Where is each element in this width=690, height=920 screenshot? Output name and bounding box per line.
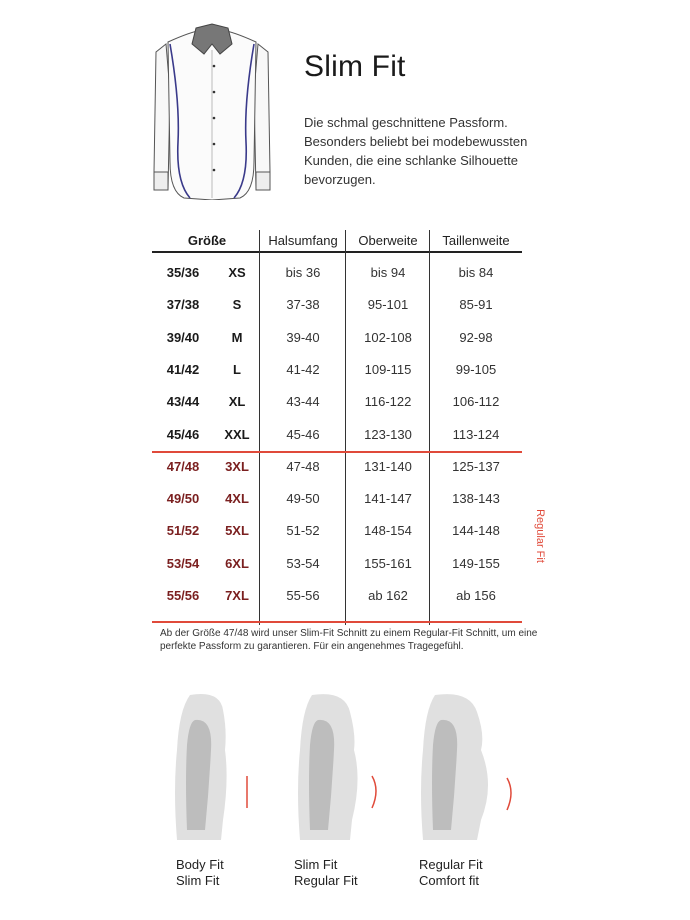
- shirt-illustration: [150, 22, 274, 200]
- cell-letter: S: [232, 297, 242, 313]
- header-waist: Taillenweite: [442, 233, 510, 248]
- cell-neck: 49-50: [286, 491, 320, 507]
- body-fit-figure: [165, 690, 275, 840]
- header-divider: [152, 251, 522, 253]
- cell-chest: 95-101: [367, 297, 409, 313]
- caption-slim-fit: [294, 857, 358, 889]
- regular-fit-figure: [415, 690, 525, 840]
- cell-waist: 106-112: [452, 394, 500, 410]
- cell-num: 39/40: [166, 329, 200, 345]
- header-chest: Oberweite: [358, 233, 418, 248]
- cell-chest: 109-115: [364, 361, 412, 377]
- cell-waist: 85-91: [459, 297, 493, 313]
- cell-waist: 149-155: [452, 555, 500, 571]
- cell-letter: 6XL: [225, 555, 249, 571]
- cell-letter: 4XL: [225, 491, 249, 507]
- cell-num: 47/48: [166, 458, 200, 474]
- regular-fit-end-line: [152, 621, 522, 623]
- cell-letter: XXL: [224, 426, 250, 442]
- cell-num: 35/36: [166, 265, 200, 280]
- cell-chest: 102-108: [364, 329, 412, 345]
- cell-waist: 125-137: [452, 458, 500, 474]
- cell-waist: 92-98: [459, 329, 493, 345]
- cell-waist: bis 84: [458, 265, 494, 280]
- header-neck: Halsumfang: [268, 233, 338, 248]
- cell-chest: bis 94: [370, 265, 406, 280]
- cell-chest: 131-140: [364, 458, 412, 474]
- cell-num: 55/56: [166, 588, 200, 603]
- cell-neck: 37-38: [286, 297, 320, 313]
- header-size: Größe: [187, 233, 227, 248]
- cell-letter: XL: [228, 394, 246, 410]
- cell-neck: 53-54: [286, 555, 320, 571]
- cell-waist: 144-148: [452, 523, 500, 539]
- cell-num: 45/46: [166, 426, 200, 442]
- caption-line: Slim Fit: [294, 857, 338, 872]
- cell-num: 53/54: [166, 555, 200, 571]
- cell-neck: bis 36: [285, 265, 321, 280]
- cell-neck: 43-44: [286, 394, 320, 410]
- cell-letter: 3XL: [225, 458, 249, 474]
- cell-letter: M: [231, 329, 243, 345]
- cell-chest: 141-147: [364, 491, 412, 507]
- page-title: Slim Fit: [304, 50, 406, 83]
- cell-num: 49/50: [166, 491, 200, 507]
- size-note: Ab der Größe 47/48 wird unser Slim-Fit Schnitt zu einem Regular-Fit Schnitt, um eine perfekte Passform zu garantieren. Für ein angenehmes Tragegefühl.: [160, 628, 538, 652]
- cell-chest: 123-130: [364, 426, 412, 442]
- regular-fit-label: Regular Fit: [534, 509, 546, 563]
- cell-chest: 155-161: [364, 555, 412, 571]
- caption-line: Regular Fit: [294, 873, 358, 888]
- regular-fit-start-line: [152, 451, 522, 453]
- cell-num: 51/52: [166, 523, 200, 539]
- description: Die schmal geschnittene Passform. Besonders beliebt bei modebewussten Kunden, die eine schlanke Silhouette bevorzugen.: [304, 115, 528, 187]
- cell-num: 41/42: [166, 361, 200, 377]
- caption-line: Body Fit: [176, 857, 224, 872]
- caption-regular-fit: [419, 857, 483, 889]
- cell-num: 43/44: [166, 394, 200, 410]
- cell-letter: 7XL: [225, 588, 249, 603]
- cell-chest: 116-122: [364, 394, 412, 410]
- cell-waist: ab 156: [456, 588, 496, 603]
- cell-chest: 148-154: [364, 523, 412, 539]
- cell-waist: 138-143: [452, 491, 500, 507]
- cell-letter: XS: [228, 265, 246, 280]
- cell-waist: 113-124: [452, 426, 500, 442]
- cell-waist: 99-105: [455, 361, 497, 377]
- caption-line: Regular Fit: [419, 857, 483, 872]
- cell-neck: 55-56: [286, 588, 320, 603]
- cell-neck: 41-42: [286, 361, 320, 377]
- cell-chest: ab 162: [368, 588, 408, 603]
- caption-body-fit: [176, 857, 224, 889]
- cell-neck: 51-52: [286, 523, 320, 539]
- cell-neck: 39-40: [286, 329, 320, 345]
- size-table: [152, 225, 522, 625]
- cell-letter: 5XL: [225, 523, 249, 539]
- caption-line: Slim Fit: [176, 873, 220, 888]
- cell-letter: L: [233, 361, 241, 377]
- caption-line: Comfort fit: [419, 873, 479, 888]
- cell-num: 37/38: [166, 297, 200, 313]
- slim-fit-figure: [290, 690, 400, 840]
- cell-neck: 47-48: [286, 458, 320, 474]
- cell-neck: 45-46: [286, 426, 320, 442]
